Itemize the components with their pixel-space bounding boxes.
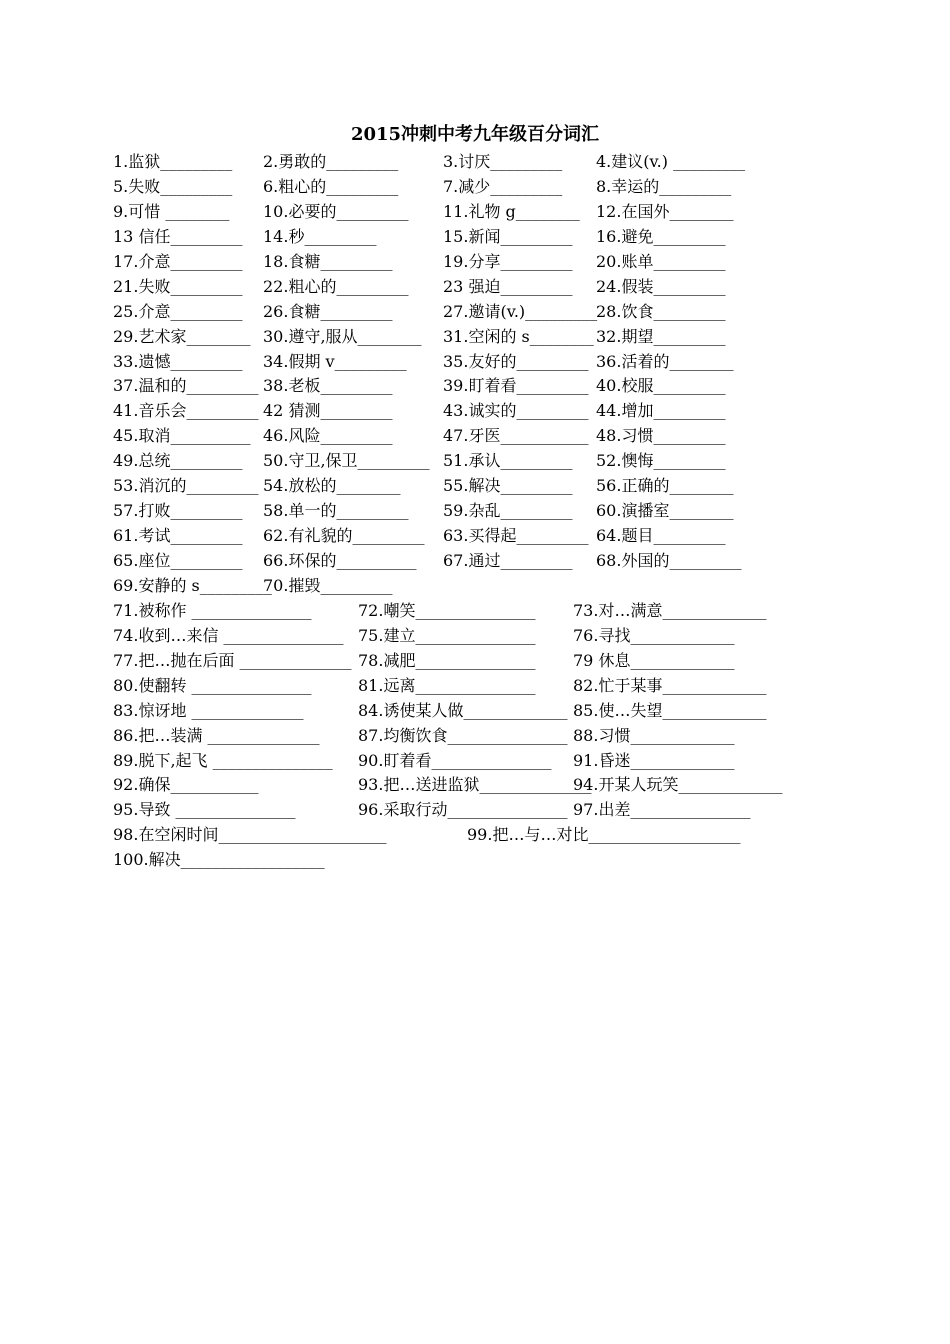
vocab-item: 24.假装_________ xyxy=(596,276,726,296)
vocab-row xyxy=(113,499,873,524)
vocab-item: 72.嘲笑_______________ xyxy=(358,600,536,620)
vocab-item: 43.诚实的_________ xyxy=(443,401,589,421)
vocab-item: 94.开某人玩笑_____________ xyxy=(573,775,783,795)
vocab-item: 63.买得起_________ xyxy=(443,526,589,546)
vocab-row xyxy=(113,225,873,250)
vocab-row xyxy=(113,699,873,724)
vocab-row xyxy=(113,474,873,499)
vocab-item: 33.遗憾_________ xyxy=(113,351,243,371)
vocab-row xyxy=(113,325,873,350)
vocab-item: 81.远离_______________ xyxy=(358,675,536,695)
vocab-item: 22.粗心的_________ xyxy=(263,276,409,296)
vocab-item: 88.习惯_____________ xyxy=(573,725,735,745)
vocab-item: 39.盯着看_________ xyxy=(443,376,589,396)
vocab-item: 3.讨厌_________ xyxy=(443,152,563,171)
vocab-row xyxy=(113,275,873,300)
vocab-item: 46.风险_________ xyxy=(263,426,393,446)
vocab-item: 1.监狱_________ xyxy=(113,152,233,171)
vocabulary-list xyxy=(113,150,873,873)
vocab-item: 31.空闲的 s________ xyxy=(443,326,594,346)
vocab-row xyxy=(113,250,873,275)
vocab-item: 87.均衡饮食_______________ xyxy=(358,725,568,745)
vocab-item: 56.正确的________ xyxy=(596,476,734,496)
vocab-item: 96.采取行动_______________ xyxy=(358,800,568,820)
vocab-row xyxy=(113,749,873,774)
vocab-item: 28.饮食_________ xyxy=(596,301,726,321)
vocab-item: 52.懊悔_________ xyxy=(596,451,726,471)
vocab-item: 17.介意_________ xyxy=(113,251,243,271)
vocab-row xyxy=(113,848,873,873)
vocab-row xyxy=(113,399,873,424)
vocab-item: 89.脱下,起飞 _______________ xyxy=(113,750,333,770)
vocab-item: 51.承认_________ xyxy=(443,451,573,471)
vocab-item: 54.放松的________ xyxy=(263,476,401,496)
vocab-item: 38.老板_________ xyxy=(263,376,393,396)
vocab-item: 84.诱使某人做_____________ xyxy=(358,700,568,720)
vocab-item: 34.假期 v_________ xyxy=(263,351,407,371)
vocab-item: 53.消沉的_________ xyxy=(113,476,259,496)
vocab-row xyxy=(113,798,873,823)
vocab-row xyxy=(113,300,873,325)
vocab-item: 58.单一的_________ xyxy=(263,501,409,521)
vocab-item: 90.盯着看_______________ xyxy=(358,750,552,770)
vocab-item: 26.食糖_________ xyxy=(263,301,393,321)
vocab-item: 76.寻找_____________ xyxy=(573,625,735,645)
vocab-item: 64.题目_________ xyxy=(596,526,726,546)
vocab-item: 2.勇敢的_________ xyxy=(263,152,399,171)
vocab-row xyxy=(113,599,873,624)
vocab-item: 21.失败_________ xyxy=(113,276,243,296)
vocab-item: 60.演播室________ xyxy=(596,501,734,521)
vocab-item: 67.通过_________ xyxy=(443,551,573,570)
vocab-row xyxy=(113,524,873,549)
vocab-item: 15.新闻_________ xyxy=(443,226,573,246)
vocab-item: 13 信任_________ xyxy=(113,226,243,246)
vocab-item: 66.环保的__________ xyxy=(263,551,417,570)
vocab-row xyxy=(113,549,873,574)
vocab-item: 41.音乐会_________ xyxy=(113,401,259,421)
vocab-item: 4.建议(v.) _________ xyxy=(596,152,746,171)
vocab-item: 11.礼物 g________ xyxy=(443,201,580,221)
vocab-item: 18.食糖_________ xyxy=(263,251,393,271)
vocab-item: 6.粗心的_________ xyxy=(263,176,399,196)
vocab-item: 59.杂乱_________ xyxy=(443,501,573,521)
vocab-item: 75.建立_______________ xyxy=(358,625,536,645)
vocab-item: 50.守卫,保卫_________ xyxy=(263,451,430,471)
vocab-item: 5.失败_________ xyxy=(113,176,233,196)
vocab-item: 23 强迫_________ xyxy=(443,276,573,296)
vocab-item: 37.温和的_________ xyxy=(113,376,259,396)
vocab-item: 91.昏迷_____________ xyxy=(573,750,735,770)
vocab-item: 85.使…失望_____________ xyxy=(573,700,767,720)
vocab-item: 42 猜测_________ xyxy=(263,401,393,421)
vocab-item: 49.总统_________ xyxy=(113,451,243,471)
vocab-row xyxy=(113,823,873,848)
vocab-item: 97.出差_______________ xyxy=(573,800,751,820)
vocab-row xyxy=(113,449,873,474)
vocab-item: 70.摧毁_________ xyxy=(263,575,393,595)
vocab-row xyxy=(113,574,873,599)
vocab-item: 35.友好的_________ xyxy=(443,351,589,371)
vocab-item: 74.收到…来信 _______________ xyxy=(113,625,344,645)
vocab-item: 71.被称作 _______________ xyxy=(113,600,312,620)
vocab-item: 20.账单_________ xyxy=(596,251,726,271)
vocab-item: 7.减少_________ xyxy=(443,176,563,196)
vocab-item: 27.邀请(v.)_________ xyxy=(443,301,598,321)
vocab-item: 62.有礼貌的_________ xyxy=(263,526,425,546)
vocab-item: 48.习惯_________ xyxy=(596,426,726,446)
vocab-row xyxy=(113,773,873,798)
vocab-item: 9.可惜 ________ xyxy=(113,201,230,221)
vocab-item: 77.把…抛在后面 ______________ xyxy=(113,650,352,670)
vocab-item: 69.安静的 s_________ xyxy=(113,575,272,595)
vocab-row xyxy=(113,350,873,375)
vocab-row xyxy=(113,624,873,649)
vocab-item: 93.把…送进监狱______________ xyxy=(358,775,592,795)
page-title: 2015冲刺中考九年级百分词汇 xyxy=(350,124,600,145)
vocab-row xyxy=(113,200,873,225)
vocab-item: 61.考试_________ xyxy=(113,526,243,546)
vocab-item: 92.确保___________ xyxy=(113,775,259,795)
vocab-item: 98.在空闲时间_____________________ xyxy=(113,825,387,845)
vocab-row xyxy=(113,649,873,674)
vocab-item: 29.艺术家________ xyxy=(113,326,251,346)
vocab-row xyxy=(113,374,873,399)
vocab-item: 86.把…装满 ______________ xyxy=(113,725,320,745)
vocab-item: 12.在国外________ xyxy=(596,201,734,221)
vocab-item: 16.避免_________ xyxy=(596,226,726,246)
vocab-item: 8.幸运的_________ xyxy=(596,176,732,196)
vocab-item: 80.使翻转 _______________ xyxy=(113,675,312,695)
vocab-item: 44.增加_________ xyxy=(596,401,726,421)
vocab-item: 79 休息_____________ xyxy=(573,650,735,670)
vocab-item: 57.打败_________ xyxy=(113,501,243,521)
vocab-item: 30.遵守,服从________ xyxy=(263,326,422,346)
vocab-row xyxy=(113,150,873,175)
vocab-item: 36.活着的________ xyxy=(596,351,734,371)
vocab-item: 95.导致 _______________ xyxy=(113,800,296,820)
vocab-item: 99.把…与…对比___________________ xyxy=(467,825,741,845)
vocab-item: 10.必要的_________ xyxy=(263,201,409,221)
vocab-item: 40.校服_________ xyxy=(596,376,726,396)
vocab-item: 32.期望_________ xyxy=(596,326,726,346)
vocab-item: 83.惊讶地 ______________ xyxy=(113,700,304,720)
vocab-item: 55.解决_________ xyxy=(443,476,573,496)
vocab-item: 82.忙于某事_____________ xyxy=(573,675,767,695)
vocab-item: 25.介意_________ xyxy=(113,301,243,321)
vocab-item: 47.牙医___________ xyxy=(443,426,589,446)
vocab-row xyxy=(113,424,873,449)
vocab-row xyxy=(113,674,873,699)
vocab-item: 68.外国的_________ xyxy=(596,551,742,570)
vocab-item: 14.秒_________ xyxy=(263,226,377,246)
vocab-item: 78.减肥_______________ xyxy=(358,650,536,670)
vocab-row xyxy=(113,175,873,200)
vocab-item: 100.解决__________________ xyxy=(113,850,325,870)
vocab-item: 65.座位_________ xyxy=(113,551,243,570)
vocab-row xyxy=(113,724,873,749)
vocab-item: 73.对…满意_____________ xyxy=(573,600,767,620)
vocab-item: 45.取消__________ xyxy=(113,426,251,446)
vocab-item: 19.分享_________ xyxy=(443,251,573,271)
